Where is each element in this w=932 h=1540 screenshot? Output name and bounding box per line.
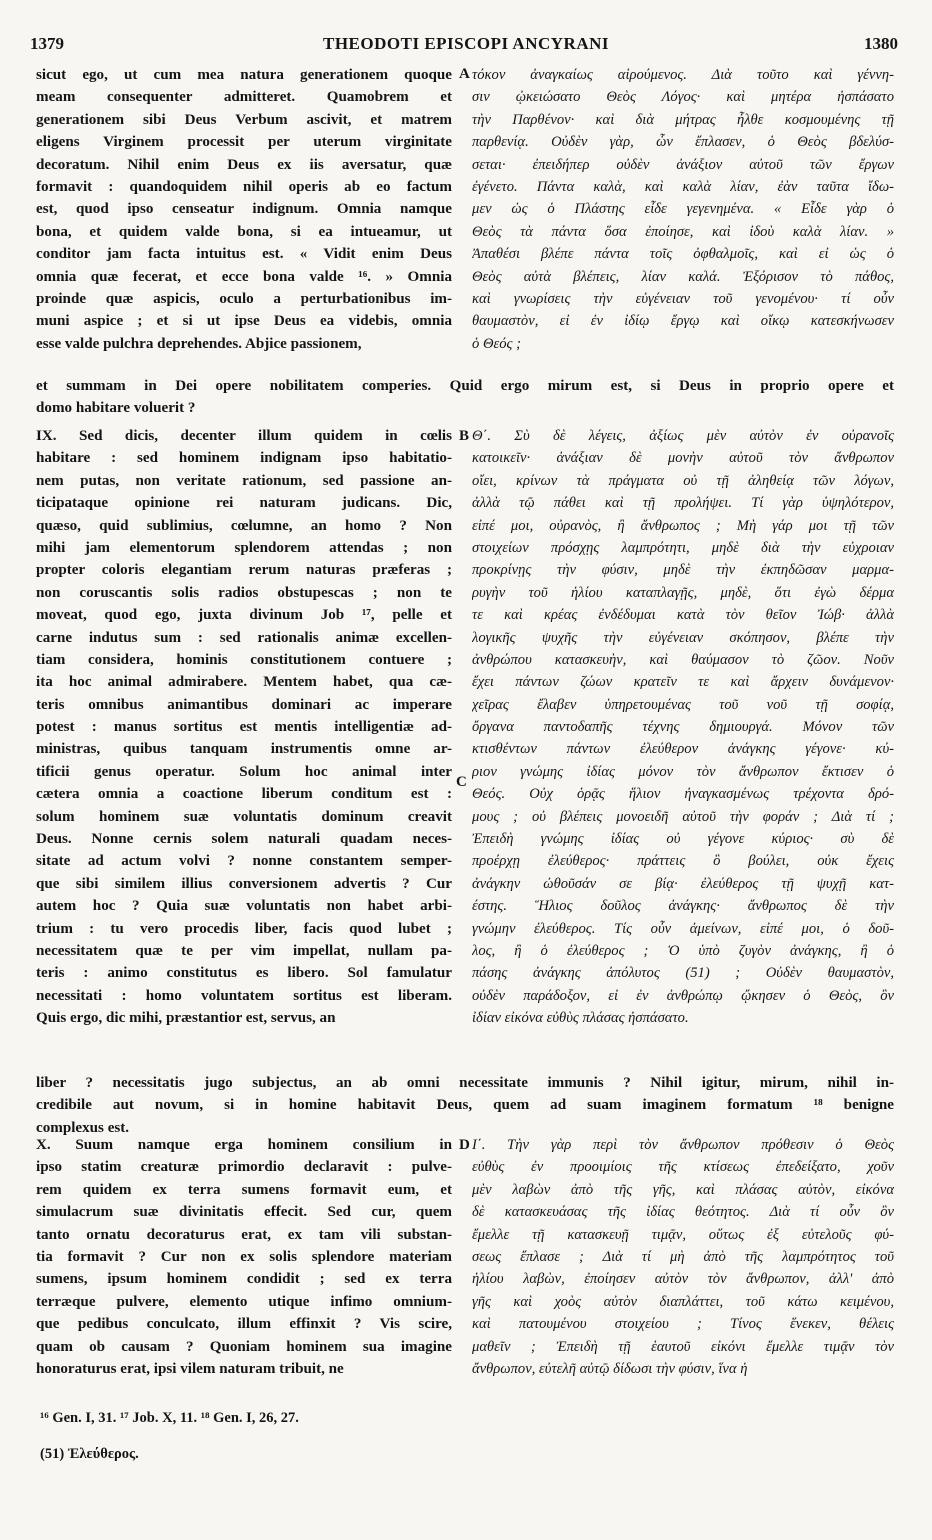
greek-text-line: προέρχῃ ἐλεύθερος· πράττεις ὃ βούλει, οὐκ ἔχεις [472,853,894,870]
greek-text-line: ἔμελλε τῇ κατασκευῇ τιμᾷν, οὕτως ἐξ εὐτελοῦς φύ- [472,1226,894,1243]
greek-text-line: στοιχείων πρόσχῃς λαμπρότητι, μηδὲ διὰ τὴν εὐχροιαν [472,539,894,556]
running-title: THEODOTI EPISCOPI ANCYRANI [323,34,609,53]
latin-text-line: teris : animo constitutus es libero. Sol famulatur [36,965,452,982]
full-text-line: et summam in Dei opere nobilitatem comperies. Quid ergo mirum est, si Deus in proprio opere et [36,378,894,394]
greek-text-line: σεται· ἐπειδήπερ οὐδὲν ἀνάξιον αὐτοῦ τῶν ἔργων [472,156,894,173]
latin-text-line: simulacrum suæ divinitatis effecit. Sed cur, quem [36,1204,452,1221]
greek-column-section-2 [472,425,894,1030]
greek-text-line: ἡλίου λαβὼν, ἐποίησεν αὐτὸν τὸν ἄνθρωπον, ἀλλ' ἀπὸ [472,1271,894,1288]
greek-text-line: Θεός. Οὐχ ὁρᾷς ἥλιον ἠναγκασμένως τρέχοντα δρό- [472,786,894,803]
latin-text-line: esse valde pulchra deprehendes. Abjice passionem, [36,335,362,352]
greek-text-line: Ἀπαθέσι βλέπε πάντα τοῖς ὀφθαλμοῖς, καὶ εἰ ὡς ὁ [472,246,894,263]
full-text-line: credibile aut novum, si in homine habitavit Deus, quem ad suam imaginem formatum ¹⁸ benigne [36,1097,894,1114]
greek-text-line: γῆς καὶ χοὸς αὐτὸν διαπλάττει, τοῦ κάτω κειμένου, [472,1293,894,1310]
greek-text-line: ἰδίαν εἰκόνα εὐθὺς πλάσας ἠσπάσατο. [472,1010,689,1027]
greek-text-line: έστης. Ἥλιος δοῦλος ἀνάγκης· ἄνθρωπος δὲ τὴν [472,898,894,915]
greek-text-line: οἴει, κρίνων τὰ πράγματα οὐ τῇ ἀληθείᾳ τῶν λόγων, [472,472,894,489]
latin-text-line: ministras, quibus tanquam instrumentis omne ar- [36,741,452,758]
latin-text-line: tificii genus operatur. Solum hoc animal inter [36,763,452,780]
greek-text-line: μεν ὡς ὁ Πλάστης εἶδε γεγενημένα. « Εἶδε γὰρ ὁ [472,201,894,218]
latin-text-line: potest : manus sortitus est mentis intelligentiæ ad- [36,719,452,736]
latin-text-line: tia formavit ? Cur non ex solis splendore materiam [36,1248,452,1265]
latin-text-line: autem hoc ? Quia suæ voluntatis non habet arbi- [36,898,452,915]
greek-text-line: σεως ἔπλασε ; Διὰ τί μὴ ἀπὸ τῆς λαμπρότητος τοῦ [472,1248,894,1265]
greek-text-line: σιν ᾠκειώσατο Θεὸς Λόγος· καὶ μητέρα ἠσπάσατο [472,89,894,106]
latin-text-line: formavit : quandoquidem nihil operis ab eo factum [36,178,452,195]
latin-column-section-3 [36,1134,452,1380]
latin-text-line: eligens Virginem processit per uterum virginitate [36,134,452,151]
greek-text-line: ἔχει πάντων ζώων κρατεῖν τε καὶ ἄρχειν δυνάμενον· [472,674,894,691]
greek-text-line: Θεὸς τὰ πάντα ὅσα ἐποίησε, καὶ ἰδοὺ καλὰ λίαν. » [472,223,894,240]
column-marker-d: D [459,1137,470,1153]
latin-text-line: IX. Sed dicis, decenter illum quidem in cœlis [36,428,452,444]
biblical-footnotes: ¹⁶ Gen. I, 31. ¹⁷ Job. X, 11. ¹⁸ Gen. I, 26, 27. [40,1410,299,1426]
greek-text-line: Ι΄. Τὴν γὰρ περὶ τὸν ἄνθρωπον πρόθεσιν ὁ Θεὸς [472,1137,894,1153]
greek-text-line: δὲ κατασκευάσας τῆς ἰδίας θεότητος. Διὰ τί οὖν ὃν [472,1204,894,1221]
greek-text-line: εὐθὺς ἐν προοιμίοις τῆς κτίσεως ἐπεδείξατο, χοῦν [472,1159,894,1176]
latin-text-line: proinde quæ aspicis, oculo a perturbationibus im- [36,290,452,307]
latin-text-line: Quis ergo, dic mihi, præstantior est, servus, an [36,1010,336,1027]
greek-text-line: γνώμην ἐλεύθερος. Τίς οὖν ἀμείνων, εἰπέ μοι, ὁ δοῦ- [472,920,894,937]
latin-text-line: mihi jam elementorum splendorem attendas ; non [36,539,452,556]
latin-text-line: sicut ego, ut cum mea natura generationem quoque [36,67,452,83]
greek-text-line: ὁ Θεός ; [472,335,521,352]
latin-column-section-2 [36,425,452,1030]
latin-text-line: ipso statim creaturæ primordio declaravit : pulve- [36,1159,452,1176]
greek-text-line: προκρίνῃς τὴν φύσιν, μηδὲ τὴν ἐκπηδῶσαν μαρμα- [472,562,894,579]
greek-text-line: κτισθέντων πάντων ἐλεύθερον ἀνάγκης γέγονε· κύ- [472,741,894,758]
full-text-line: domo habitare voluerit ? [36,400,196,417]
latin-text-line: sitate ad actum volvi ? nonne constantem semper- [36,853,452,870]
latin-text-line: teris omnibus animantibus dominari ac imperare [36,696,452,713]
latin-text-line: quam ob causam ? Quoniam hominem sua imagine [36,1338,452,1355]
greek-text-line: τόκον ἀναγκαίως αἱρούμενος. Διὰ τοῦτο καὶ γέννη- [472,67,894,83]
latin-text-line: que pedibus conculcato, illum effinxit ? Vis scire, [36,1316,452,1333]
fullwidth-latin-section-1 [36,375,894,420]
latin-text-line: nem putas, non veritate rationum, sed passione an- [36,472,452,489]
greek-column-section-3 [472,1134,894,1380]
latin-text-line: propter coloris elegantiam rerum naturas præferas ; [36,562,452,579]
greek-text-line: ἀλλὰ τῷ πάθει καὶ τῇ προλήψει. Τί γὰρ ὑψηλότερον, [472,495,894,512]
greek-text-line: εἰπέ μοι, οὐρανὸς, ἢ ἄνθρωπος ; Μὴ γάρ μοι τῇ τῶν [472,517,894,534]
latin-text-line: sumens, ipsum hominem condidit ; sed ex terra [36,1271,452,1288]
latin-text-line: solum hominem suæ voluntatis dominum creavit [36,808,452,825]
latin-text-line: trium : tu vero procedis liber, facis quod lubet ; [36,920,452,937]
greek-text-line: Θεὸς αὐτὰ βλέπεις, λίαν καλά. Ἐξόρισον τὸ πάθος, [472,268,894,285]
latin-text-line: omnia quæ fecerat, et ecce bona valde ¹⁶. » Omnia [36,268,452,285]
page-number-right: 1380 [864,34,898,53]
latin-text-line: conditor jam facta intuitus est. « Vidit enim Deus [36,246,452,263]
latin-text-line: habitare : sed hominem indignam ipso habitatio- [36,450,452,467]
greek-text-line: παρθενίᾳ. Οὐδὲν γὰρ, ὧν ἔπλασεν, ὁ Θεὸς βδελύσ- [472,134,894,151]
latin-text-line: necessitatem quæ te per vim impellat, nullam pa- [36,942,452,959]
latin-text-line: bona, et quidem valde bona, si ea intueamur, ut [36,223,452,240]
greek-text-line: Θ΄. Σὺ δὲ λέγεις, ἀξίως μὲν αὐτὸν ἐν οὐρανοῖς [472,428,894,444]
greek-text-line: οὐδὲν παράδοξον, εἰ ἐν ἀνθρώπῳ ᾤκησεν ὁ Θεὸς, ὃν [472,987,894,1004]
greek-text-line: ρυγὴν τοῦ ἡλίου καταπλαγῇς, μηδὲ, ὅτι ἐγὼ δέρμα [472,584,894,601]
latin-text-line: moveat, quod ego, juxta divinum Job ¹⁷, pelle et [36,607,452,624]
latin-text-line: decoratum. Nihil enim Deus ex iis aversatur, quæ [36,156,452,173]
full-text-line: liber ? necessitatis jugo subjectus, an ab omni necessitate immunis ? Nihil igitur, mirum, nihil in- [36,1075,894,1091]
latin-text-line: ticipataque opinione rei naturam judicans. Dic, [36,495,452,512]
greek-text-line: πάσης ἀνάγκης ἀπόλυτος (51) ; Οὐδὲν θαυμαστὸν, [472,965,894,982]
page-number-left: 1379 [30,34,64,53]
latin-text-line: rem quidem ex terra sumens formavit eum, et [36,1181,452,1198]
column-marker-c: C [456,774,467,790]
latin-text-line: tanto ornatu decoraturus erat, ex tam vili substan- [36,1226,452,1243]
fullwidth-latin-section-2 [36,1072,894,1139]
greek-text-line: μους ; οὐ βλέπεις μονοειδῆ αὐτοῦ τὴν φοράν ; Διὰ τί ; [472,808,894,825]
latin-text-line: cætera omnia a coactione liberum conditum est : [36,786,452,803]
greek-text-line: ὄργανα παντοδαπῆς τέχνης δημιουργά. Μόνον τῶν [472,719,894,736]
latin-text-line: terræque pulvere, elemento utique infimo omnium- [36,1293,452,1310]
greek-text-line: μαθεῖν ; Ἐπειδὴ τῇ ἑαυτοῦ εἰκόνι ἔμελλε τιμᾷν τὸν [472,1338,894,1355]
greek-text-line: ἄνθρωπον, εὐτελῆ αὐτῷ δίδωσι τὴν φύσιν, ἵνα ἡ [472,1360,748,1377]
greek-column-section-1 [472,64,894,355]
greek-text-line: καὶ πατουμένου στοιχείου ; Τίνος ἕνεκεν, θέλεις [472,1316,894,1333]
greek-text-line: χεῖρας ἔλαβεν ὑπηρετουμένας τοῦ νοῦ τῇ σοφίᾳ, [472,696,894,713]
latin-text-line: muni aspice ; et si ut ipse Deus ea videbis, omnia [36,313,452,330]
latin-text-line: meam consequenter admitteret. Quamobrem et [36,89,452,106]
latin-text-line: honoraturus erat, ipsi vilem naturam tribuit, ne [36,1360,344,1377]
greek-text-line: θαυμαστὸν, εἰ ἐν ἰδίῳ ἔργῳ καὶ οἴκῳ κατεσκήνωσεν [472,313,894,330]
greek-text-line: μὲν λαβὼν ἀπὸ τῆς γῆς, καὶ πλάσας αὐτὸν, εἰκόνα [472,1181,894,1198]
greek-text-line: ἀνθρώπου κατασκευὴν, καὶ θαύμασον τὸ ζῶον. Νοῦν [472,651,894,668]
latin-text-line: que sibi similem illius conversionem advertis ? Cur [36,875,452,892]
latin-text-line: necessitati : homo voluntatem sortitus est liberam. [36,987,452,1004]
latin-text-line: tiam considera, hominis constitutionem contuere ; [36,651,452,668]
greek-text-line: ἐγένετο. Πάντα καλὰ, καὶ καλὰ λίαν, ἐὰν ταῦτα ἴδω- [472,178,894,195]
greek-text-line: Ἐπειδὴ γνώμης ἰδίας οὐ γέγονε κύριος· σὺ δὲ [472,831,894,848]
greek-text-line: τὴν Παρθένον· καὶ διὰ μήτρας ἦλθε κοσμουμένης τῇ [472,111,894,128]
latin-text-line: quæso, quid sublimius, cœlumne, an homo ? Non [36,517,452,534]
latin-text-line: est, quod ipso censeatur indignum. Omnia namque [36,201,452,218]
greek-textual-note: (51) Ἐλεύθερος. [40,1446,139,1462]
latin-text-line: Deus. Nonne cernis solem naturali quadam neces- [36,831,452,848]
greek-text-line: λος, ἢ ὁ ἐλεύθερος ; Ὁ ὑπὸ ζυγὸν ἀνάγκης, ἢ ὁ [472,942,894,959]
latin-text-line: carne indutus sum : sed rationalis animæ excellen- [36,629,452,646]
page-header [0,34,932,58]
latin-text-line: ita hoc animal admirabere. Mentem habet, qua cæ- [36,674,452,691]
column-marker-a: A [459,66,470,82]
greek-text-line: τε καὶ κρέας ἐνδέδυμαι κατὰ τὸν θεῖον Ἰώβ· ἀλλὰ [472,607,894,624]
latin-column-section-1 [36,64,452,355]
column-marker-b: B [459,428,470,444]
latin-text-line: non coruscantis solis radios obstupescas ; non te [36,584,452,601]
full-text-line: complexus est. [36,1119,130,1136]
greek-text-line: λογικῆς ψυχῆς τὴν εὐγένειαν σκόπησον, βλέπε τὴν [472,629,894,646]
greek-text-line: καὶ γνωρίσεις τὴν εὐγένειαν τοῦ γενομένου· τί οὖν [472,290,894,307]
latin-text-line: generationem sibi Deus Verbum ascivit, et matrem [36,111,452,128]
latin-text-line: X. Suum namque erga hominem consilium in [36,1137,452,1153]
greek-text-line: ριον γνώμης ἰδίας μόνον τὸν ἄνθρωπον ἔκτισεν ὁ [472,763,894,780]
greek-text-line: ἀνάγκην ὠθοῦσάν σε βίᾳ· ἐλεύθερος τῇ ψυχῇ κατ- [472,875,894,892]
greek-text-line: κατοικεῖν· ἀνάξιαν δὲ μονὴν αὐτοῦ τὸν ἄνθρωπον [472,450,894,467]
